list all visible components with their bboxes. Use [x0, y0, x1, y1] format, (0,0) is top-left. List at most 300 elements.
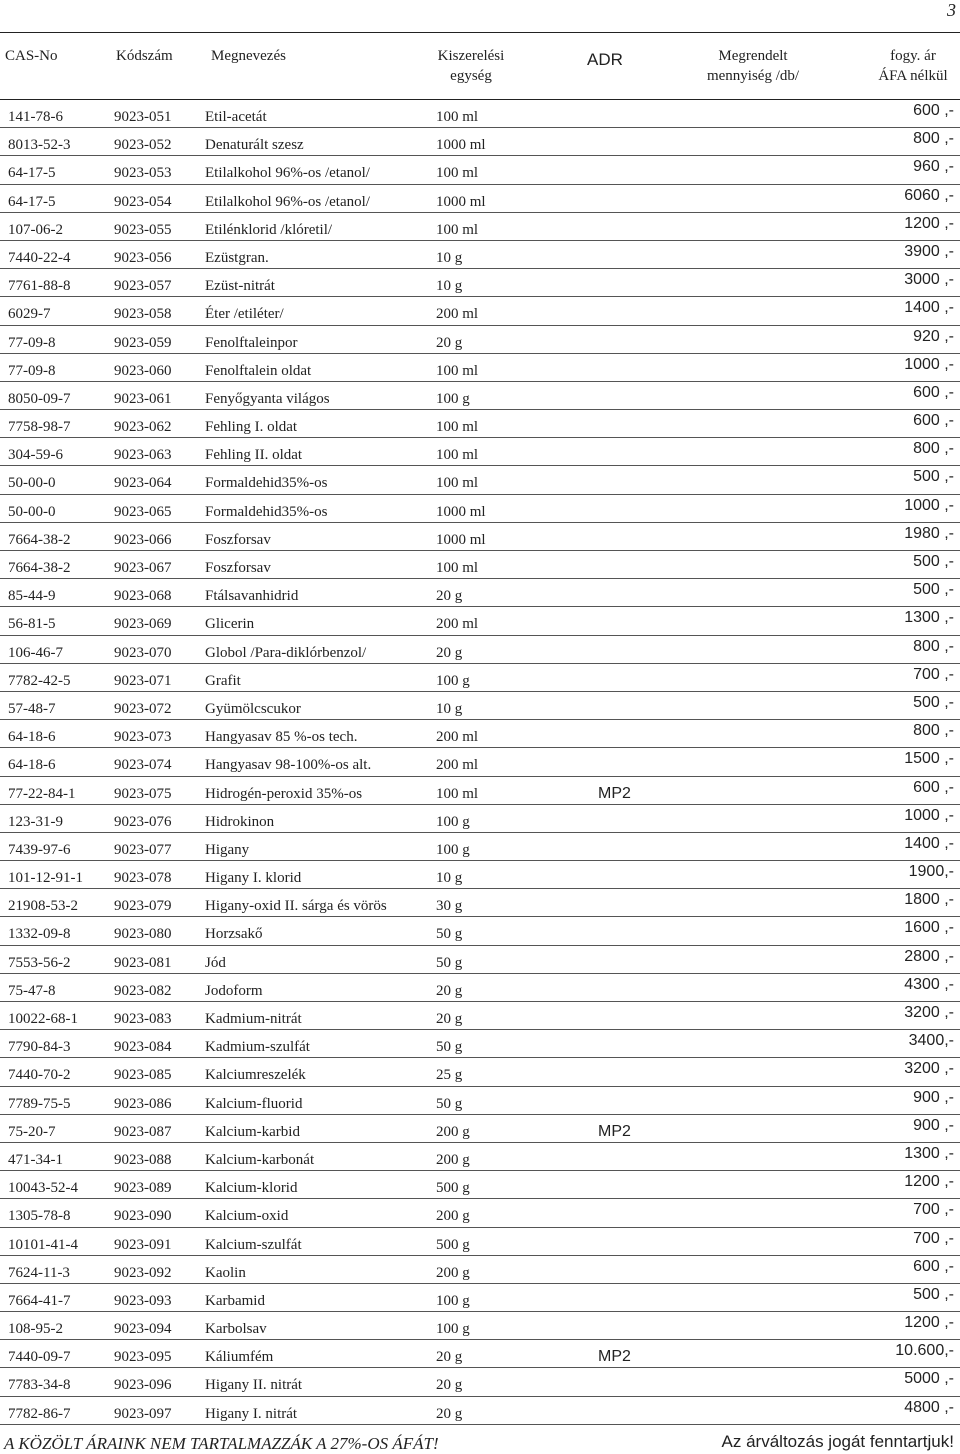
cas-number: 1305-78-8	[8, 1208, 71, 1225]
product-code: 9023-059	[114, 334, 172, 351]
price: 1800 ,-	[904, 891, 954, 909]
cas-number: 7761-88-8	[8, 278, 71, 295]
price: 500 ,-	[913, 581, 954, 599]
product-name: Karbolsav	[205, 1321, 267, 1338]
price: 500 ,-	[913, 1285, 954, 1303]
cas-number: 50-00-0	[8, 475, 56, 492]
pack-size: 20 g	[436, 1377, 463, 1394]
product-code: 9023-080	[114, 926, 172, 943]
product-code: 9023-086	[114, 1095, 172, 1112]
product-code: 9023-095	[114, 1349, 172, 1366]
product-code: 9023-067	[114, 560, 172, 576]
price: 800 ,-	[913, 130, 954, 148]
product-name: Karbamid	[205, 1292, 265, 1309]
product-name: Fehling II. oldat	[205, 447, 303, 464]
table-row	[0, 1002, 960, 1030]
pack-size: 500 g	[436, 1180, 470, 1197]
cas-number: 7789-75-5	[8, 1095, 71, 1112]
product-code: 9023-068	[114, 588, 172, 605]
pack-size: 10 g	[436, 278, 463, 295]
product-code: 9023-092	[114, 1264, 172, 1281]
product-name: Etilénklorid /klóretil/	[205, 221, 333, 238]
product-name: Kalcium-karbonát	[205, 1151, 315, 1168]
price: 3200 ,-	[904, 1004, 954, 1021]
table-row	[0, 1030, 960, 1058]
pack-size: 100 ml	[436, 165, 479, 182]
table-row	[0, 664, 960, 692]
table-row	[0, 1171, 960, 1199]
product-name: Hangyasav 85 %-os tech.	[205, 729, 358, 746]
price: 3400,-	[908, 1032, 954, 1050]
product-code: 9023-083	[114, 1011, 172, 1027]
product-code: 9023-093	[114, 1292, 172, 1309]
product-code: 9023-066	[114, 531, 172, 548]
price: 500 ,-	[913, 553, 954, 570]
cas-number: 7782-42-5	[8, 672, 71, 689]
header-order	[700, 46, 806, 86]
product-code: 9023-060	[114, 362, 172, 379]
cas-number: 77-22-84-1	[8, 785, 76, 802]
pack-size: 500 g	[436, 1236, 470, 1253]
product-code: 9023-063	[114, 447, 172, 464]
price: 700 ,-	[913, 1201, 954, 1219]
product-name: Fenyőgyanta világos	[205, 390, 330, 407]
table-row	[0, 213, 960, 241]
product-name: Denaturált szesz	[205, 137, 304, 154]
cas-number: 141-78-6	[8, 109, 63, 125]
header-price	[870, 46, 956, 86]
table-row	[0, 974, 960, 1002]
table-row	[0, 1397, 960, 1425]
product-code: 9023-070	[114, 644, 172, 661]
price: 1400 ,-	[904, 299, 954, 317]
product-code: 9023-057	[114, 278, 172, 295]
price: 1500 ,-	[904, 750, 954, 768]
price: 800 ,-	[913, 440, 954, 458]
cas-number: 1332-09-8	[8, 926, 71, 943]
pack-size: 20 g	[436, 1349, 463, 1366]
header-pack	[435, 46, 507, 86]
cas-number: 123-31-9	[8, 813, 63, 830]
pack-size: 20 g	[436, 334, 463, 351]
table-row	[0, 805, 960, 833]
table-row	[0, 128, 960, 156]
cas-number: 77-09-8	[8, 334, 56, 351]
adr-class: MP2	[598, 1348, 631, 1366]
price: 4300 ,-	[904, 975, 954, 993]
price: 500 ,-	[913, 693, 954, 711]
product-code: 9023-073	[114, 729, 172, 746]
header-price-line1: fogy. ár	[890, 48, 936, 64]
product-name: Formaldehid35%-os	[205, 503, 328, 520]
table-row	[0, 720, 960, 748]
header-order-line2: mennyiség /db/	[706, 68, 800, 84]
product-name: Kalcium-karbid	[205, 1123, 300, 1140]
product-name: Etilalkohol 96%-os /etanol/	[205, 165, 370, 182]
pack-size: 200 ml	[436, 757, 479, 774]
product-code: 9023-056	[114, 249, 172, 266]
cas-number: 7783-34-8	[8, 1377, 71, 1394]
cas-number: 50-00-0	[8, 503, 56, 520]
price: 900 ,-	[913, 1116, 954, 1134]
cas-number: 6029-7	[8, 306, 51, 323]
pack-size: 25 g	[436, 1067, 463, 1084]
cas-number: 7440-22-4	[8, 249, 71, 266]
product-name: Foszforsav	[205, 531, 271, 548]
product-code: 9023-096	[114, 1377, 172, 1394]
product-code: 9023-069	[114, 616, 172, 633]
price: 1600 ,-	[904, 919, 954, 937]
cas-number: 106-46-7	[8, 644, 63, 661]
pack-size: 100 g	[436, 672, 470, 689]
product-name: Fenolftalein oldat	[205, 362, 312, 379]
product-name: Horzsakő	[205, 926, 263, 943]
product-code: 9023-065	[114, 503, 172, 520]
product-code: 9023-058	[114, 306, 172, 323]
cas-number: 7624-11-3	[8, 1264, 70, 1281]
pack-size: 100 g	[436, 1321, 470, 1338]
product-name: Grafit	[205, 672, 241, 689]
pack-size: 1000 ml	[436, 137, 486, 154]
product-code: 9023-074	[114, 757, 172, 774]
price: 960 ,-	[913, 158, 954, 176]
product-code: 9023-054	[114, 193, 172, 210]
product-code: 9023-088	[114, 1151, 172, 1168]
product-name: Hidrokinon	[205, 813, 275, 830]
price: 6060 ,-	[904, 186, 954, 204]
product-code: 9023-081	[114, 954, 172, 971]
pack-size: 10 g	[436, 700, 463, 717]
price: 5000 ,-	[904, 1370, 954, 1388]
pack-size: 50 g	[436, 1095, 463, 1112]
price: 600 ,-	[913, 1257, 954, 1275]
cas-number: 7664-38-2	[8, 560, 71, 576]
product-name: Éter /etiléter/	[205, 306, 284, 323]
price: 800 ,-	[913, 722, 954, 740]
price: 920 ,-	[913, 327, 954, 345]
pack-size: 100 ml	[436, 475, 479, 492]
table-row	[0, 1368, 960, 1396]
cas-number: 7440-09-7	[8, 1349, 71, 1366]
cas-number: 8050-09-7	[8, 390, 71, 407]
product-code: 9023-064	[114, 475, 172, 492]
price: 1400 ,-	[904, 834, 954, 852]
cas-number: 75-20-7	[8, 1123, 56, 1140]
pack-size: 100 ml	[436, 419, 479, 436]
cas-number: 64-18-6	[8, 729, 56, 746]
cas-number: 85-44-9	[8, 588, 56, 605]
cas-number: 471-34-1	[8, 1151, 63, 1168]
pack-size: 200 g	[436, 1151, 470, 1168]
cas-number: 77-09-8	[8, 362, 56, 379]
price: 1300 ,-	[904, 1144, 954, 1162]
product-name: Kalciumreszelék	[205, 1067, 306, 1084]
product-name: Kaolin	[205, 1264, 246, 1281]
pack-size: 200 ml	[436, 729, 479, 746]
cas-number: 7553-56-2	[8, 954, 71, 971]
product-code: 9023-055	[114, 221, 172, 238]
product-code: 9023-053	[114, 165, 172, 182]
pack-size: 100 ml	[436, 560, 479, 576]
product-name: Jód	[205, 954, 226, 971]
price: 700 ,-	[913, 665, 954, 683]
pack-size: 100 ml	[436, 785, 479, 802]
price: 1000 ,-	[904, 496, 954, 514]
pack-size: 200 g	[436, 1264, 470, 1281]
price: 2800 ,-	[904, 947, 954, 965]
price: 1900,-	[908, 863, 954, 881]
cas-number: 7790-84-3	[8, 1039, 71, 1056]
cas-number: 7782-86-7	[8, 1405, 71, 1422]
table-row	[0, 241, 960, 269]
product-name: Ftálsavanhidrid	[205, 588, 299, 605]
pack-size: 20 g	[436, 644, 463, 661]
adr-class: MP2	[598, 784, 631, 802]
cas-number: 107-06-2	[8, 221, 63, 238]
product-name: Hidrogén-peroxid 35%-os	[205, 785, 363, 802]
table-row	[0, 438, 960, 466]
product-name: Kalcium-oxid	[205, 1208, 289, 1225]
header-adr: ADR	[587, 50, 623, 69]
price: 1000 ,-	[904, 806, 954, 824]
table-row	[0, 410, 960, 438]
cas-number: 57-48-7	[8, 700, 56, 717]
product-code: 9023-061	[114, 390, 172, 407]
table-row	[0, 1256, 960, 1284]
table-row	[0, 1058, 960, 1086]
price: 1980 ,-	[904, 524, 954, 542]
cas-number: 7664-38-2	[8, 531, 71, 548]
table-row	[0, 382, 960, 410]
table-row	[0, 354, 960, 382]
product-name: Glicerin	[205, 616, 255, 633]
price: 3900 ,-	[904, 242, 954, 260]
cas-number: 7758-98-7	[8, 419, 71, 436]
product-name: Kadmium-szulfát	[205, 1039, 310, 1056]
price: 3000 ,-	[904, 271, 954, 289]
product-name: Fenolftaleinpor	[205, 334, 298, 351]
price: 10.600,-	[895, 1342, 954, 1360]
product-code: 9023-090	[114, 1208, 172, 1225]
pack-size: 20 g	[436, 1011, 463, 1027]
table-row	[0, 1284, 960, 1312]
footer-vat-note: A KÖZÖLT ÁRAINK NEM TARTALMAZZÁK A 27%-OS ÁFÁT!	[4, 1434, 439, 1453]
pack-size: 50 g	[436, 1039, 463, 1056]
product-name: Formaldehid35%-os	[205, 475, 328, 492]
cas-number: 7440-70-2	[8, 1067, 71, 1084]
product-code: 9023-091	[114, 1236, 172, 1253]
product-code: 9023-079	[114, 898, 172, 915]
pack-size: 1000 ml	[436, 193, 486, 210]
pack-size: 100 g	[436, 390, 470, 407]
table-row	[0, 1087, 960, 1115]
product-name: Higany I. klorid	[205, 870, 302, 887]
table-row	[0, 1143, 960, 1171]
pack-size: 100 g	[436, 1292, 470, 1309]
header-cas: CAS-No	[5, 48, 58, 64]
price: 4800 ,-	[904, 1398, 954, 1416]
product-name: Kalcium-fluorid	[205, 1095, 303, 1112]
table-row	[0, 326, 960, 354]
price: 900 ,-	[913, 1088, 954, 1106]
header-pack-line1: Kiszerelési	[437, 48, 505, 64]
product-name: Ezüstgran.	[205, 249, 269, 266]
pack-size: 10 g	[436, 249, 463, 266]
price: 600 ,-	[913, 102, 954, 119]
product-name: Kadmium-nitrát	[205, 1011, 302, 1027]
pack-size: 10 g	[436, 870, 463, 887]
pack-size: 200 ml	[436, 306, 479, 323]
cas-number: 64-18-6	[8, 757, 56, 774]
table-row	[0, 1115, 960, 1143]
pack-size: 100 ml	[436, 221, 479, 238]
header-code: Kódszám	[116, 48, 173, 64]
product-code: 9023-087	[114, 1123, 172, 1140]
product-name: Fehling I. oldat	[205, 419, 298, 436]
product-name: Etil-acetát	[205, 109, 267, 125]
cas-number: 64-17-5	[8, 193, 56, 210]
table-row	[0, 861, 960, 889]
price: 1300 ,-	[904, 609, 954, 627]
top-rule	[0, 32, 960, 33]
product-name: Kalcium-klorid	[205, 1180, 298, 1197]
price: 600 ,-	[913, 412, 954, 430]
pack-size: 200 g	[436, 1208, 470, 1225]
table-row	[0, 1199, 960, 1227]
cas-number: 75-47-8	[8, 982, 56, 999]
pack-size: 50 g	[436, 926, 463, 943]
product-code: 9023-052	[114, 137, 172, 154]
table-row	[0, 466, 960, 494]
cas-number: 10022-68-1	[8, 1011, 78, 1027]
pack-size: 30 g	[436, 898, 463, 915]
table-row	[0, 297, 960, 325]
product-name: Gyümölcscukor	[205, 700, 301, 717]
product-code: 9023-075	[114, 785, 172, 802]
product-name: Ezüst-nitrát	[205, 278, 275, 295]
table-row	[0, 748, 960, 776]
table-row	[0, 1340, 960, 1368]
pack-size: 20 g	[436, 588, 463, 605]
pack-size: 20 g	[436, 982, 463, 999]
product-code: 9023-089	[114, 1180, 172, 1197]
price: 800 ,-	[913, 637, 954, 655]
table-row	[0, 523, 960, 551]
table-row	[0, 636, 960, 664]
price: 600 ,-	[913, 383, 954, 401]
product-name: Foszforsav	[205, 560, 271, 576]
price: 500 ,-	[913, 468, 954, 486]
price: 700 ,-	[913, 1229, 954, 1247]
cas-number: 108-95-2	[8, 1321, 63, 1338]
table-row	[0, 692, 960, 720]
product-code: 9023-071	[114, 672, 172, 689]
header-name: Megnevezés	[211, 48, 286, 64]
price: 1200 ,-	[904, 1173, 954, 1191]
pack-size: 1000 ml	[436, 531, 486, 548]
cas-number: 8013-52-3	[8, 137, 71, 154]
price: 600 ,-	[913, 778, 954, 796]
product-table	[0, 100, 960, 1425]
price: 3200 ,-	[904, 1060, 954, 1078]
table-row	[0, 1228, 960, 1256]
pack-size: 100 g	[436, 841, 470, 858]
cas-number: 101-12-91-1	[8, 870, 83, 887]
product-name: Káliumfém	[205, 1349, 274, 1366]
product-code: 9023-076	[114, 813, 172, 830]
page-number: 3	[947, 0, 956, 20]
table-row	[0, 889, 960, 917]
cas-number: 56-81-5	[8, 616, 56, 633]
product-name: Higany-oxid II. sárga és vörös	[205, 898, 387, 915]
product-code: 9023-082	[114, 982, 172, 999]
adr-class: MP2	[598, 1122, 631, 1140]
product-code: 9023-084	[114, 1039, 172, 1056]
table-row	[0, 833, 960, 861]
product-code: 9023-051	[114, 109, 172, 125]
table-row	[0, 100, 960, 128]
table-row	[0, 551, 960, 579]
pack-size: 50 g	[436, 954, 463, 971]
product-name: Jodoform	[205, 982, 263, 999]
table-row	[0, 185, 960, 213]
table-row	[0, 1312, 960, 1340]
header-order-line1: Megrendelt	[718, 48, 788, 64]
cas-number: 10101-41-4	[8, 1236, 78, 1253]
table-row	[0, 777, 960, 805]
header-price-line2: ÁFA nélkül	[878, 68, 948, 84]
product-code: 9023-094	[114, 1321, 172, 1338]
product-code: 9023-062	[114, 419, 172, 436]
cas-number: 64-17-5	[8, 165, 56, 182]
cas-number: 304-59-6	[8, 447, 63, 464]
product-name: Higany II. nitrát	[205, 1377, 303, 1394]
table-row	[0, 946, 960, 974]
table-row	[0, 495, 960, 523]
cas-number: 10043-52-4	[8, 1180, 78, 1197]
product-name: Kalcium-szulfát	[205, 1236, 302, 1253]
footer-price-change-note: Az árváltozás jogát fenntartjuk!	[721, 1432, 954, 1451]
product-name: Higany I. nitrát	[205, 1405, 298, 1422]
product-code: 9023-072	[114, 700, 172, 717]
pack-size: 200 ml	[436, 616, 479, 633]
pack-size: 100 g	[436, 813, 470, 830]
pack-size: 20 g	[436, 1405, 463, 1422]
table-row	[0, 607, 960, 635]
table-row	[0, 917, 960, 945]
product-code: 9023-085	[114, 1067, 172, 1084]
product-name: Etilalkohol 96%-os /etanol/	[205, 193, 370, 210]
product-name: Higany	[205, 841, 250, 858]
product-code: 9023-078	[114, 870, 172, 887]
pack-size: 200 g	[436, 1123, 470, 1140]
cas-number: 21908-53-2	[8, 898, 78, 915]
product-name: Hangyasav 98-100%-os alt.	[205, 757, 372, 774]
product-code: 9023-097	[114, 1405, 172, 1422]
product-code: 9023-077	[114, 841, 172, 858]
price: 1200 ,-	[904, 1314, 954, 1332]
table-row	[0, 269, 960, 297]
pack-size: 100 ml	[436, 447, 479, 464]
price: 1000 ,-	[904, 355, 954, 373]
header-pack-line2: egység	[450, 68, 492, 84]
product-name: Globol /Para-diklórbenzol/	[205, 644, 367, 661]
table-row	[0, 156, 960, 184]
price: 1200 ,-	[904, 214, 954, 232]
table-row	[0, 579, 960, 607]
pack-size: 1000 ml	[436, 503, 486, 520]
pack-size: 100 ml	[436, 109, 479, 125]
